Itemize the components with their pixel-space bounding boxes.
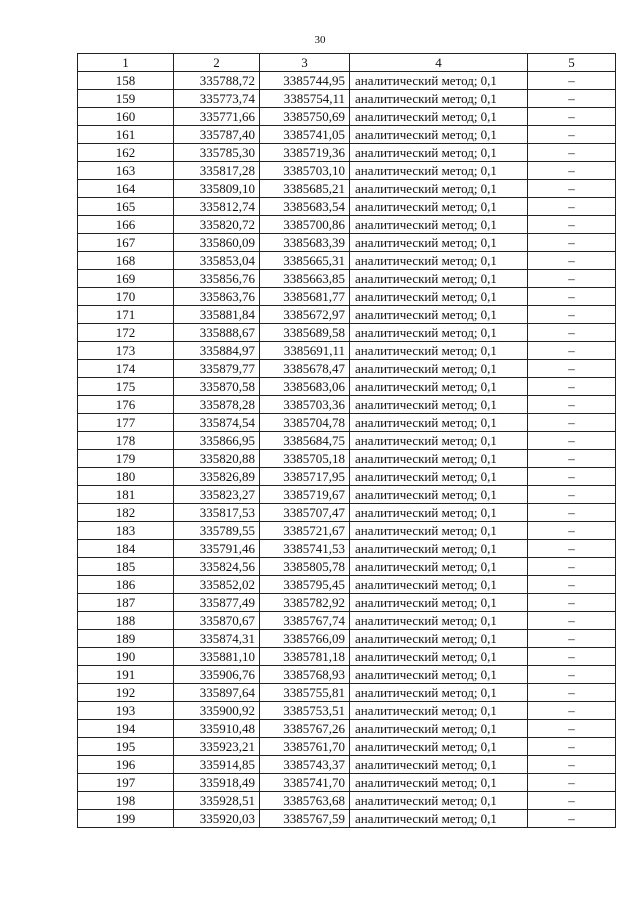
table-row xyxy=(78,432,616,450)
note-cell: – xyxy=(528,792,616,810)
point-number-cell: 194 xyxy=(78,720,174,738)
table-row xyxy=(78,180,616,198)
y-coordinate-cell: 3385683,39 xyxy=(260,234,350,252)
note-cell: – xyxy=(528,180,616,198)
method-accuracy-cell: аналитический метод; 0,1 xyxy=(350,810,528,828)
note-cell: – xyxy=(528,612,616,630)
note-cell: – xyxy=(528,414,616,432)
note-cell: – xyxy=(528,216,616,234)
x-coordinate-cell: 335809,10 xyxy=(174,180,260,198)
table-row xyxy=(78,756,616,774)
table-row xyxy=(78,90,616,108)
y-coordinate-cell: 3385761,70 xyxy=(260,738,350,756)
y-coordinate-cell: 3385663,85 xyxy=(260,270,350,288)
x-coordinate-cell: 335856,76 xyxy=(174,270,260,288)
y-coordinate-cell: 3385665,31 xyxy=(260,252,350,270)
point-number-cell: 180 xyxy=(78,468,174,486)
table-row xyxy=(78,738,616,756)
method-accuracy-cell: аналитический метод; 0,1 xyxy=(350,414,528,432)
note-cell: – xyxy=(528,270,616,288)
method-accuracy-cell: аналитический метод; 0,1 xyxy=(350,198,528,216)
y-coordinate-cell: 3385750,69 xyxy=(260,108,350,126)
table-row xyxy=(78,774,616,792)
y-coordinate-cell: 3385768,93 xyxy=(260,666,350,684)
y-coordinate-cell: 3385754,11 xyxy=(260,90,350,108)
note-cell: – xyxy=(528,324,616,342)
y-coordinate-cell: 3385766,09 xyxy=(260,630,350,648)
method-accuracy-cell: аналитический метод; 0,1 xyxy=(350,360,528,378)
method-accuracy-cell: аналитический метод; 0,1 xyxy=(350,540,528,558)
y-coordinate-cell: 3385700,86 xyxy=(260,216,350,234)
note-cell: – xyxy=(528,306,616,324)
x-coordinate-cell: 335874,54 xyxy=(174,414,260,432)
column-header-2: 2 xyxy=(174,54,260,72)
point-number-cell: 186 xyxy=(78,576,174,594)
note-cell: – xyxy=(528,90,616,108)
note-cell: – xyxy=(528,360,616,378)
table-row xyxy=(78,576,616,594)
point-number-cell: 165 xyxy=(78,198,174,216)
method-accuracy-cell: аналитический метод; 0,1 xyxy=(350,72,528,90)
x-coordinate-cell: 335884,97 xyxy=(174,342,260,360)
table-row xyxy=(78,504,616,522)
y-coordinate-cell: 3385681,77 xyxy=(260,288,350,306)
x-coordinate-cell: 335877,49 xyxy=(174,594,260,612)
x-coordinate-cell: 335879,77 xyxy=(174,360,260,378)
method-accuracy-cell: аналитический метод; 0,1 xyxy=(350,684,528,702)
table-row xyxy=(78,792,616,810)
method-accuracy-cell: аналитический метод; 0,1 xyxy=(350,252,528,270)
table-row xyxy=(78,684,616,702)
method-accuracy-cell: аналитический метод; 0,1 xyxy=(350,468,528,486)
point-number-cell: 191 xyxy=(78,666,174,684)
point-number-cell: 164 xyxy=(78,180,174,198)
method-accuracy-cell: аналитический метод; 0,1 xyxy=(350,450,528,468)
x-coordinate-cell: 335910,48 xyxy=(174,720,260,738)
method-accuracy-cell: аналитический метод; 0,1 xyxy=(350,756,528,774)
note-cell: – xyxy=(528,774,616,792)
note-cell: – xyxy=(528,738,616,756)
note-cell: – xyxy=(528,468,616,486)
table-row xyxy=(78,270,616,288)
point-number-cell: 173 xyxy=(78,342,174,360)
y-coordinate-cell: 3385743,37 xyxy=(260,756,350,774)
point-number-cell: 167 xyxy=(78,234,174,252)
note-cell: – xyxy=(528,450,616,468)
point-number-cell: 171 xyxy=(78,306,174,324)
y-coordinate-cell: 3385767,74 xyxy=(260,612,350,630)
y-coordinate-cell: 3385705,18 xyxy=(260,450,350,468)
y-coordinate-cell: 3385741,05 xyxy=(260,126,350,144)
point-number-cell: 197 xyxy=(78,774,174,792)
note-cell: – xyxy=(528,756,616,774)
y-coordinate-cell: 3385767,59 xyxy=(260,810,350,828)
table-row xyxy=(78,630,616,648)
x-coordinate-cell: 335914,85 xyxy=(174,756,260,774)
x-coordinate-cell: 335878,28 xyxy=(174,396,260,414)
y-coordinate-cell: 3385719,67 xyxy=(260,486,350,504)
point-number-cell: 166 xyxy=(78,216,174,234)
point-number-cell: 163 xyxy=(78,162,174,180)
table-row xyxy=(78,378,616,396)
x-coordinate-cell: 335863,76 xyxy=(174,288,260,306)
y-coordinate-cell: 3385683,54 xyxy=(260,198,350,216)
x-coordinate-cell: 335787,40 xyxy=(174,126,260,144)
table-row xyxy=(78,666,616,684)
point-number-cell: 184 xyxy=(78,540,174,558)
method-accuracy-cell: аналитический метод; 0,1 xyxy=(350,702,528,720)
point-number-cell: 188 xyxy=(78,612,174,630)
note-cell: – xyxy=(528,630,616,648)
note-cell: – xyxy=(528,558,616,576)
x-coordinate-cell: 335789,55 xyxy=(174,522,260,540)
point-number-cell: 182 xyxy=(78,504,174,522)
method-accuracy-cell: аналитический метод; 0,1 xyxy=(350,504,528,522)
y-coordinate-cell: 3385717,95 xyxy=(260,468,350,486)
table-row xyxy=(78,810,616,828)
y-coordinate-cell: 3385741,70 xyxy=(260,774,350,792)
method-accuracy-cell: аналитический метод; 0,1 xyxy=(350,648,528,666)
column-header-4: 4 xyxy=(350,54,528,72)
x-coordinate-cell: 335918,49 xyxy=(174,774,260,792)
x-coordinate-cell: 335928,51 xyxy=(174,792,260,810)
column-header-5: 5 xyxy=(528,54,616,72)
point-number-cell: 181 xyxy=(78,486,174,504)
note-cell: – xyxy=(528,648,616,666)
y-coordinate-cell: 3385703,10 xyxy=(260,162,350,180)
x-coordinate-cell: 335788,72 xyxy=(174,72,260,90)
x-coordinate-cell: 335870,67 xyxy=(174,612,260,630)
method-accuracy-cell: аналитический метод; 0,1 xyxy=(350,288,528,306)
x-coordinate-cell: 335866,95 xyxy=(174,432,260,450)
method-accuracy-cell: аналитический метод; 0,1 xyxy=(350,144,528,162)
table-row xyxy=(78,360,616,378)
point-number-cell: 175 xyxy=(78,378,174,396)
point-number-cell: 169 xyxy=(78,270,174,288)
point-number-cell: 185 xyxy=(78,558,174,576)
table-body xyxy=(78,72,616,828)
y-coordinate-cell: 3385767,26 xyxy=(260,720,350,738)
method-accuracy-cell: аналитический метод; 0,1 xyxy=(350,612,528,630)
y-coordinate-cell: 3385678,47 xyxy=(260,360,350,378)
point-number-cell: 179 xyxy=(78,450,174,468)
y-coordinate-cell: 3385684,75 xyxy=(260,432,350,450)
method-accuracy-cell: аналитический метод; 0,1 xyxy=(350,162,528,180)
table-row xyxy=(78,612,616,630)
coordinates-table xyxy=(77,53,616,828)
note-cell: – xyxy=(528,288,616,306)
method-accuracy-cell: аналитический метод; 0,1 xyxy=(350,576,528,594)
note-cell: – xyxy=(528,594,616,612)
x-coordinate-cell: 335820,88 xyxy=(174,450,260,468)
x-coordinate-cell: 335817,28 xyxy=(174,162,260,180)
point-number-cell: 162 xyxy=(78,144,174,162)
note-cell: – xyxy=(528,666,616,684)
note-cell: – xyxy=(528,108,616,126)
x-coordinate-cell: 335860,09 xyxy=(174,234,260,252)
x-coordinate-cell: 335820,72 xyxy=(174,216,260,234)
note-cell: – xyxy=(528,198,616,216)
x-coordinate-cell: 335897,64 xyxy=(174,684,260,702)
point-number-cell: 199 xyxy=(78,810,174,828)
x-coordinate-cell: 335900,92 xyxy=(174,702,260,720)
point-number-cell: 183 xyxy=(78,522,174,540)
y-coordinate-cell: 3385744,95 xyxy=(260,72,350,90)
table-row xyxy=(78,702,616,720)
method-accuracy-cell: аналитический метод; 0,1 xyxy=(350,774,528,792)
column-header-3: 3 xyxy=(260,54,350,72)
y-coordinate-cell: 3385753,51 xyxy=(260,702,350,720)
column-header-1: 1 xyxy=(78,54,174,72)
point-number-cell: 192 xyxy=(78,684,174,702)
table-row xyxy=(78,486,616,504)
table-row xyxy=(78,396,616,414)
note-cell: – xyxy=(528,234,616,252)
y-coordinate-cell: 3385707,47 xyxy=(260,504,350,522)
y-coordinate-cell: 3385782,92 xyxy=(260,594,350,612)
method-accuracy-cell: аналитический метод; 0,1 xyxy=(350,666,528,684)
point-number-cell: 172 xyxy=(78,324,174,342)
y-coordinate-cell: 3385781,18 xyxy=(260,648,350,666)
note-cell: – xyxy=(528,720,616,738)
x-coordinate-cell: 335923,21 xyxy=(174,738,260,756)
table-row xyxy=(78,648,616,666)
method-accuracy-cell: аналитический метод; 0,1 xyxy=(350,90,528,108)
table-row xyxy=(78,522,616,540)
method-accuracy-cell: аналитический метод; 0,1 xyxy=(350,396,528,414)
table-row xyxy=(78,414,616,432)
note-cell: – xyxy=(528,486,616,504)
point-number-cell: 198 xyxy=(78,792,174,810)
method-accuracy-cell: аналитический метод; 0,1 xyxy=(350,306,528,324)
x-coordinate-cell: 335920,03 xyxy=(174,810,260,828)
method-accuracy-cell: аналитический метод; 0,1 xyxy=(350,126,528,144)
y-coordinate-cell: 3385691,11 xyxy=(260,342,350,360)
note-cell: – xyxy=(528,684,616,702)
method-accuracy-cell: аналитический метод; 0,1 xyxy=(350,324,528,342)
table-row xyxy=(78,468,616,486)
point-number-cell: 176 xyxy=(78,396,174,414)
method-accuracy-cell: аналитический метод; 0,1 xyxy=(350,270,528,288)
note-cell: – xyxy=(528,702,616,720)
y-coordinate-cell: 3385755,81 xyxy=(260,684,350,702)
method-accuracy-cell: аналитический метод; 0,1 xyxy=(350,792,528,810)
note-cell: – xyxy=(528,342,616,360)
y-coordinate-cell: 3385685,21 xyxy=(260,180,350,198)
table-row xyxy=(78,342,616,360)
point-number-cell: 189 xyxy=(78,630,174,648)
method-accuracy-cell: аналитический метод; 0,1 xyxy=(350,234,528,252)
table-row xyxy=(78,144,616,162)
point-number-cell: 195 xyxy=(78,738,174,756)
method-accuracy-cell: аналитический метод; 0,1 xyxy=(350,432,528,450)
page-number: 30 xyxy=(314,34,326,46)
y-coordinate-cell: 3385763,68 xyxy=(260,792,350,810)
method-accuracy-cell: аналитический метод; 0,1 xyxy=(350,630,528,648)
y-coordinate-cell: 3385719,36 xyxy=(260,144,350,162)
table-row xyxy=(78,558,616,576)
x-coordinate-cell: 335817,53 xyxy=(174,504,260,522)
y-coordinate-cell: 3385672,97 xyxy=(260,306,350,324)
table-row xyxy=(78,288,616,306)
point-number-cell: 178 xyxy=(78,432,174,450)
table-row xyxy=(78,324,616,342)
x-coordinate-cell: 335826,89 xyxy=(174,468,260,486)
method-accuracy-cell: аналитический метод; 0,1 xyxy=(350,180,528,198)
y-coordinate-cell: 3385805,78 xyxy=(260,558,350,576)
note-cell: – xyxy=(528,378,616,396)
note-cell: – xyxy=(528,396,616,414)
note-cell: – xyxy=(528,432,616,450)
y-coordinate-cell: 3385703,36 xyxy=(260,396,350,414)
table-row xyxy=(78,108,616,126)
y-coordinate-cell: 3385721,67 xyxy=(260,522,350,540)
method-accuracy-cell: аналитический метод; 0,1 xyxy=(350,216,528,234)
point-number-cell: 190 xyxy=(78,648,174,666)
table-row xyxy=(78,252,616,270)
x-coordinate-cell: 335773,74 xyxy=(174,90,260,108)
method-accuracy-cell: аналитический метод; 0,1 xyxy=(350,738,528,756)
note-cell: – xyxy=(528,162,616,180)
point-number-cell: 159 xyxy=(78,90,174,108)
point-number-cell: 177 xyxy=(78,414,174,432)
table-row xyxy=(78,198,616,216)
x-coordinate-cell: 335824,56 xyxy=(174,558,260,576)
point-number-cell: 161 xyxy=(78,126,174,144)
x-coordinate-cell: 335812,74 xyxy=(174,198,260,216)
x-coordinate-cell: 335881,10 xyxy=(174,648,260,666)
note-cell: – xyxy=(528,252,616,270)
table-row xyxy=(78,594,616,612)
table-row xyxy=(78,306,616,324)
note-cell: – xyxy=(528,144,616,162)
point-number-cell: 168 xyxy=(78,252,174,270)
note-cell: – xyxy=(528,72,616,90)
note-cell: – xyxy=(528,810,616,828)
point-number-cell: 158 xyxy=(78,72,174,90)
y-coordinate-cell: 3385795,45 xyxy=(260,576,350,594)
x-coordinate-cell: 335771,66 xyxy=(174,108,260,126)
note-cell: – xyxy=(528,504,616,522)
note-cell: – xyxy=(528,576,616,594)
y-coordinate-cell: 3385683,06 xyxy=(260,378,350,396)
table-row xyxy=(78,540,616,558)
x-coordinate-cell: 335888,67 xyxy=(174,324,260,342)
x-coordinate-cell: 335823,27 xyxy=(174,486,260,504)
point-number-cell: 160 xyxy=(78,108,174,126)
method-accuracy-cell: аналитический метод; 0,1 xyxy=(350,108,528,126)
x-coordinate-cell: 335853,04 xyxy=(174,252,260,270)
x-coordinate-cell: 335791,46 xyxy=(174,540,260,558)
x-coordinate-cell: 335874,31 xyxy=(174,630,260,648)
note-cell: – xyxy=(528,522,616,540)
method-accuracy-cell: аналитический метод; 0,1 xyxy=(350,522,528,540)
x-coordinate-cell: 335852,02 xyxy=(174,576,260,594)
table-row xyxy=(78,720,616,738)
point-number-cell: 187 xyxy=(78,594,174,612)
y-coordinate-cell: 3385741,53 xyxy=(260,540,350,558)
note-cell: – xyxy=(528,540,616,558)
method-accuracy-cell: аналитический метод; 0,1 xyxy=(350,486,528,504)
table-row xyxy=(78,234,616,252)
table-row xyxy=(78,72,616,90)
table-row xyxy=(78,162,616,180)
point-number-cell: 170 xyxy=(78,288,174,306)
x-coordinate-cell: 335785,30 xyxy=(174,144,260,162)
point-number-cell: 193 xyxy=(78,702,174,720)
y-coordinate-cell: 3385704,78 xyxy=(260,414,350,432)
table-header-row xyxy=(78,54,616,72)
method-accuracy-cell: аналитический метод; 0,1 xyxy=(350,558,528,576)
method-accuracy-cell: аналитический метод; 0,1 xyxy=(350,594,528,612)
x-coordinate-cell: 335870,58 xyxy=(174,378,260,396)
method-accuracy-cell: аналитический метод; 0,1 xyxy=(350,720,528,738)
x-coordinate-cell: 335881,84 xyxy=(174,306,260,324)
y-coordinate-cell: 3385689,58 xyxy=(260,324,350,342)
point-number-cell: 196 xyxy=(78,756,174,774)
table-row xyxy=(78,126,616,144)
method-accuracy-cell: аналитический метод; 0,1 xyxy=(350,342,528,360)
table-row xyxy=(78,450,616,468)
point-number-cell: 174 xyxy=(78,360,174,378)
x-coordinate-cell: 335906,76 xyxy=(174,666,260,684)
method-accuracy-cell: аналитический метод; 0,1 xyxy=(350,378,528,396)
table-row xyxy=(78,216,616,234)
note-cell: – xyxy=(528,126,616,144)
